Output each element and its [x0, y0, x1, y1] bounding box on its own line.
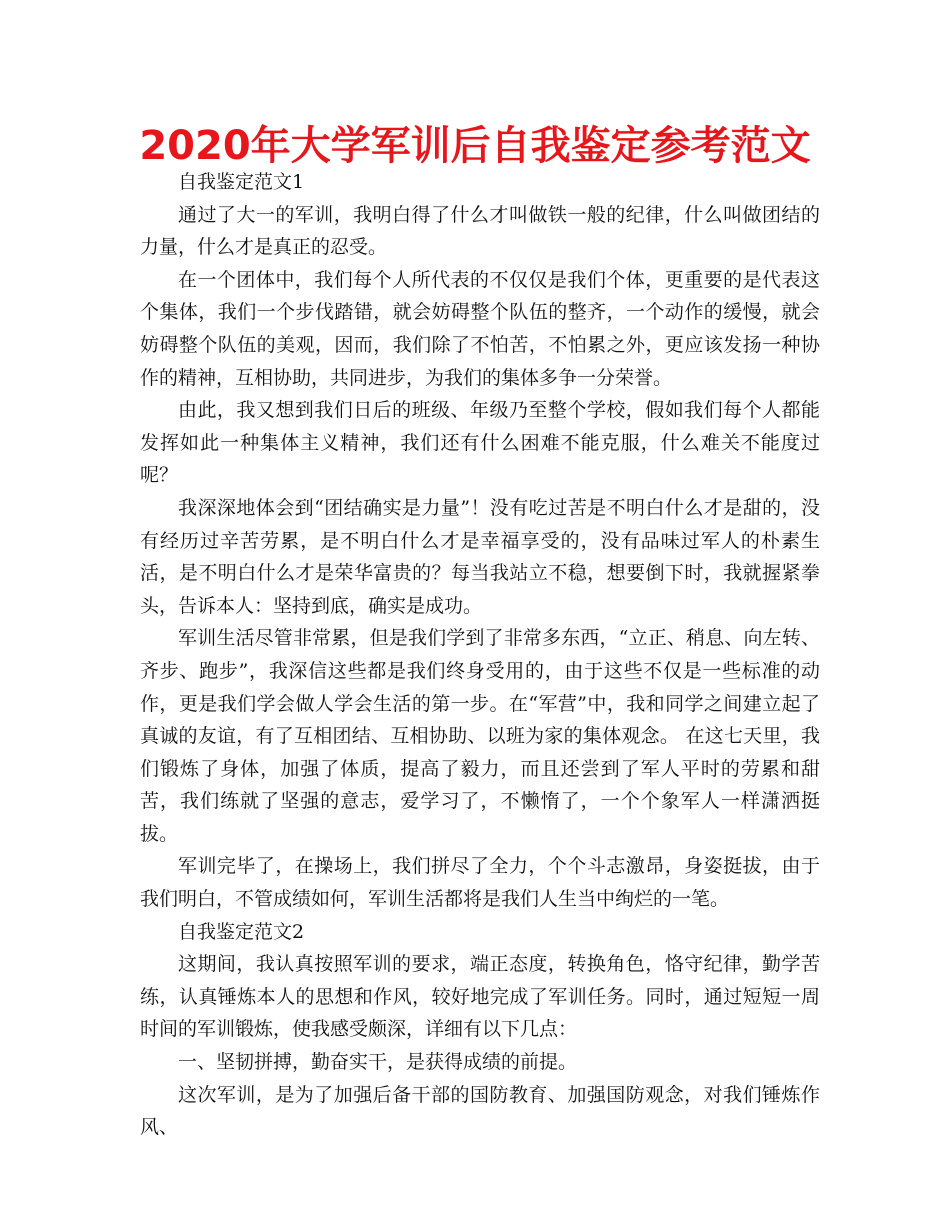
section-heading-1: 自我鉴定范文1: [178, 171, 305, 193]
paragraph: 一、坚韧拼搏，勤奋实干，是获得成绩的前提。: [178, 1051, 578, 1074]
paragraph: 军训完毕了，在操场上，我们拼尽了全力，个个斗志激昂，身姿挺拔，由于我们明白，不管成绩如何，军训生活都将是我们人生当中绚烂的一笔。: [140, 855, 820, 911]
paragraph: 由此，我又想到我们日后的班级、年级乃至整个学校，假如我们每个人都能发挥如此一种集体主义精神，我们还有什么困难不能克服，什么难关不能度过呢？: [140, 399, 820, 487]
section-heading-2: 自我鉴定范文2: [178, 920, 305, 943]
paragraph: 这次军训，是为了加强后备干部的国防教育、加强国防观念，对我们锤炼作风、: [140, 1083, 820, 1139]
paragraph: 我深深地体会到“团结确实是力量”！没有吃过苦是不明白什么才是甜的，没有经历过辛苦劳累，是不明白什么才是幸福享受的，没有品味过军人的朴素生活，是不明白什么才是荣华富贵的？每当我站立不稳，想要倒下时，我就握紧拳头，告诉本人：坚持到底，确实是成功。: [140, 496, 820, 617]
document-body: [140, 166, 820, 1144]
paragraph: 通过了大一的军训，我明白得了什么才叫做铁一般的纪律，什么叫做团结的力量，什么才是真正的忍受。: [140, 203, 820, 259]
paragraph: 军训生活尽管非常累，但是我们学到了非常多东西，“立正、稍息、向左转、齐步、跑步”，我深信这些都是我们终身受用的，由于这些不仅是一些标准的动作，更是我们学会做人学会生活的第一步。在“军营”中，我和同学之间建立起了真诚的友谊，有了互相团结、互相协助、以班为家的集体观念。 在这七天里，我们锻炼了身体，加强了体质，提高了毅力，而且还尝到了军人平时的劳累和甜苦，我们练就了坚强的意志，爱学习了，不懒惰了，一个个象军人一样潇洒挺拔。: [140, 627, 820, 845]
document-title: 2020年大学军训后自我鉴定参考范文: [139, 123, 811, 169]
paragraph: 这期间，我认真按照军训的要求，端正态度，转换角色，恪守纪律，勤学苦练，认真锤炼本人的思想和作风，较好地完成了军训任务。同时，通过短短一周时间的军训锻炼，使我感受颇深，详细有以下几点：: [140, 953, 820, 1041]
paragraph: 在一个团体中，我们每个人所代表的不仅仅是我们个体，更重要的是代表这个集体，我们一个步伐踏错，就会妨碍整个队伍的整齐，一个动作的缓慢，就会妨碍整个队伍的美观，因而，我们除了不怕苦，不怕累之外，更应该发扬一种协作的精神，互相协助，共同进步，为我们的集体多争一分荣誉。: [140, 268, 820, 389]
